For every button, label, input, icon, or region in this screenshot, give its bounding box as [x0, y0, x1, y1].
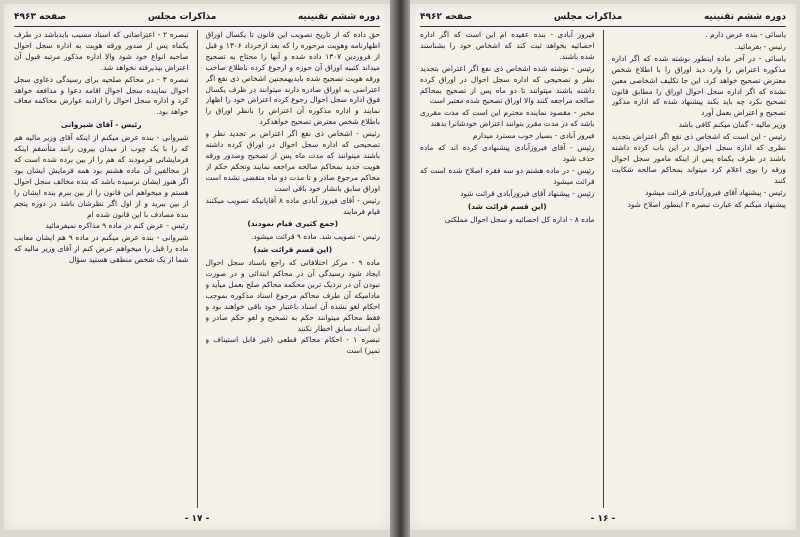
paragraph: رئیس - این است که اشخاص ذی نفع اگر اعتراض بتجدید نظری که اداره سجل احوال در این باب کرده داشته باشند در ظرف یکماه پس از اینکه مامور سجل احوال ورقه را بوی اعلام کرد میتواند بمحاکم صالحه شکایت کنند — [611, 132, 786, 185]
paragraph: تبصره ۲ - اعتراضاتی که اسناد مسبب بایدباشد در طرف یکماه پس از صدور ورقه هویت به اداره سجل احوال صاحبه انواع خود شود والا اداره مذکور مرتبه قبول آن اعتراض بپذیرفته نخواهد شد. — [14, 30, 189, 72]
left-page-right-column — [206, 30, 381, 508]
left-page-columns — [14, 30, 380, 508]
paragraph: فیروز آبادی - بنده عقیده ام این است که اگر اداره احصائیه بخواهد ثبت کند که اشخاص خود را بشناسند شده باشند. — [420, 30, 595, 61]
left-page-header — [14, 10, 380, 27]
column-divider — [603, 30, 604, 508]
paragraph: ماده ۸ - اداره کل احصائیه و سجل احوال مملکتی — [444, 214, 595, 224]
left-page — [4, 4, 390, 530]
paragraph: رئیس - بفرمائید. — [734, 41, 786, 51]
paragraph: یاسائی - در آخر ماده اینطور نوشته شده که اگر اداره مذکوره اعتراض را وارد دید اوراق را با اطلاع شخص معترض تصحیح خواهد کرد. این جا تکلیف اشخاصی معین نشده که اگر اداره سجل احوال اوراق را مطابق قانون تصحیح نکرد چه باید بکند پیشنهاد شده که اداره مذکور تصحیح و اعتراض بعمل آورد — [611, 53, 786, 118]
left-header-page-label: صفحه ۴۹۶۳ — [14, 12, 67, 22]
paragraph: ماده ۹ - مرکز اختلافاتی که راجع باسناد سجل احوال ایجاد شود رسیدگی آن در محاکم ابتدائی و در صورت نبودن آن در نزدیک ترین محکمه محاکم صلح بعمل میآید و مادامیکه آن طرف محاکم مرجوع اسناد مذکوره بموجب احکام لغو نشده آن اسناد باعتبار خود باقی خواهند بود و فقط محاکم میتوانند حکم به تصحیح و لغو حکم صادر و آن اسناد سابق اخطار نکنند — [205, 258, 380, 333]
paragraph: حق داده که از تاریخ تصویب این قانون تا یکسال اوراق اظهارنامه وهویت مرحوره را که بعد ازخرداد ۱۳۰۶ و قبل از فروردین ۱۳۰۷ داده شده و آنها را محتاج به تصحیح میداند کتبیه اوراق آن حوزه و ارجوع کرده باطلاع صاحب ورقه هویت تصحیح شده بایدیهمجنین اشخاص ذی نفع اگر اعتراضی به اوراق صادره دارند میتوانند در ظرف یکسال فوق اداره سجل احوال رجوع کرده اعتراض خود را اظهار نمایند و اداره مذکوره آن اعتراض را بانظر اوراق را باطلاع شخص معترض تصحیح خواهدکرد — [205, 30, 380, 127]
paragraph: شیروانی - بنده عرض میکنم در ماده ۹ هم ایشان معایب ماده را قبل را میخواهم عرض کنم از آقای وزیر مالیه که شما از یک شخص منطقی هستید سؤال — [14, 233, 189, 265]
paragraph: (این قسم قرائت شد) — [253, 245, 333, 255]
right-header-page-label: صفحه ۴۹۶۲ — [420, 12, 473, 22]
right-page-left-column — [420, 30, 595, 508]
right-header-title: مذاکرات مجلس — [553, 12, 623, 22]
left-header-title: مذاکرات مجلس — [147, 12, 217, 22]
paragraph: رئیس - آقای فیروز آبادی ماده ۸ آقایانیکه تصویب میکنند قیام فرمایند — [205, 195, 380, 216]
paragraph: رئیس - نوشته شده اشخاص ذی نفع اگر اعتراض بتجدید نظر و تصحیحی که اداره سجل احوال در اوراق کرده داشته باشند میتوانند تا دو ماه پس از تصحیح بمحاکم صالحه مراجعه کنند والا اوراق تصحیح شده معتبر است — [420, 63, 595, 106]
paragraph: رئیس - اشخاص ذی نفع اگر اعتراض بر تجدید نظر و تصحیحی که اداره سجل احوال در اوراق کرده داشته باشند میتوانند که مدت ماه پس از تصحیح وصدور ورقه هویت جدید بمحاکم صالحه مراجعه نمایند وتحکم حکم از محاکم مرجوع صادر و تا مدت دو ماه متقضی نشده است اوراق سابق بانشار خود باقی است — [205, 129, 380, 193]
right-page-number: - ۱۶ - — [590, 514, 616, 524]
column-divider — [197, 30, 198, 508]
paragraph: (این قسم قرائت شد) — [467, 201, 547, 211]
left-page-number: - ۱۷ - — [184, 514, 210, 524]
paragraph: (جمع کثیری قیام نمودند) — [247, 219, 339, 229]
paragraph: تبصره ۱ - احکام محاکم قطعی (غیر قابل استیناف و تمیز) است — [205, 335, 380, 356]
paragraph: رئیس - پیشنهاد آقای فیروزآبادی قرائت میشود — [644, 187, 786, 197]
paragraph: وزیر مالیه - گمان میکنم کافی باشد — [678, 120, 786, 130]
paragraph: رئیس - عرض کنم در ماده ۹ مذاکره نمیفرمائید — [45, 221, 189, 231]
right-header-volume: دوره ششم تقنینیه — [703, 12, 786, 22]
paragraph: فیروز آبادی - بسیار خوب مسترد میدارم — [472, 131, 595, 141]
paragraph: مخبر - مقصود نماینده محترم این است که مدت مقرری باشد که در مدت مقرر بتوانند اعتراض خودشانرا بدهند — [420, 108, 595, 129]
paragraph: رئیس - تصویب شد. ماده ۹ قرائت میشود. — [251, 232, 380, 242]
paragraph: رئیس - آقای شیروانی — [61, 120, 142, 130]
paragraph: تبصره ۳ - در محاکم صلحیه برای رسیدگی دعاوی سجل احوال نماینده سجل احوال اقامه دعوا و مدافعه خواهد کرد و اداره سجل احوال را ازادیه عوارض محاکمه معاف خواهد بود. — [14, 74, 189, 117]
right-page-header — [420, 10, 786, 27]
paragraph: رئیس - در ماده هشتم دو سه فقره اصلاح شده است که قرائت میشود — [420, 165, 595, 186]
paragraph: رئیس - آقای فیروزآبادی پیشنهادی کرده اند که ماده حذف شود — [420, 143, 595, 163]
right-page-right-column — [612, 30, 787, 508]
right-page — [410, 4, 796, 530]
paragraph: شیروانی - بنده عرض میکنم از اینکه آقای وزیر مالیه هم که را با یک چوب از میدان بیرون رانند متأسفم اینکه فرمایشاتی فرمودند که هم را از بین برده شده است که از مخالفین آن ماده هشتم بود همه فرمایش ایشان بود اگر هنوز ایشان نرسیده باشد که بنده مخالف سجل احوال هستم و میخواهم این قانون را از بین ببرم بنده ایشان را از بین ببرید و از اول اگر نظرشان باشد در دوره پنجم بنده مصادف با این قانون شده ام — [14, 133, 189, 219]
left-header-volume: دوره ششم تقنینیه — [297, 12, 380, 22]
paragraph: پیشنهاد میکنم که عبارت تبصره ۲ اینطور اصلاح شود — [627, 199, 786, 209]
paragraph: یاسائی - بنده عرض دارم . — [705, 30, 786, 39]
paragraph: رئیس - پیشنهاد آقای فیروزآبادی قرائت شود — [460, 188, 595, 198]
right-page-columns — [420, 30, 786, 508]
left-page-left-column — [14, 30, 189, 508]
book-gutter — [390, 0, 410, 537]
